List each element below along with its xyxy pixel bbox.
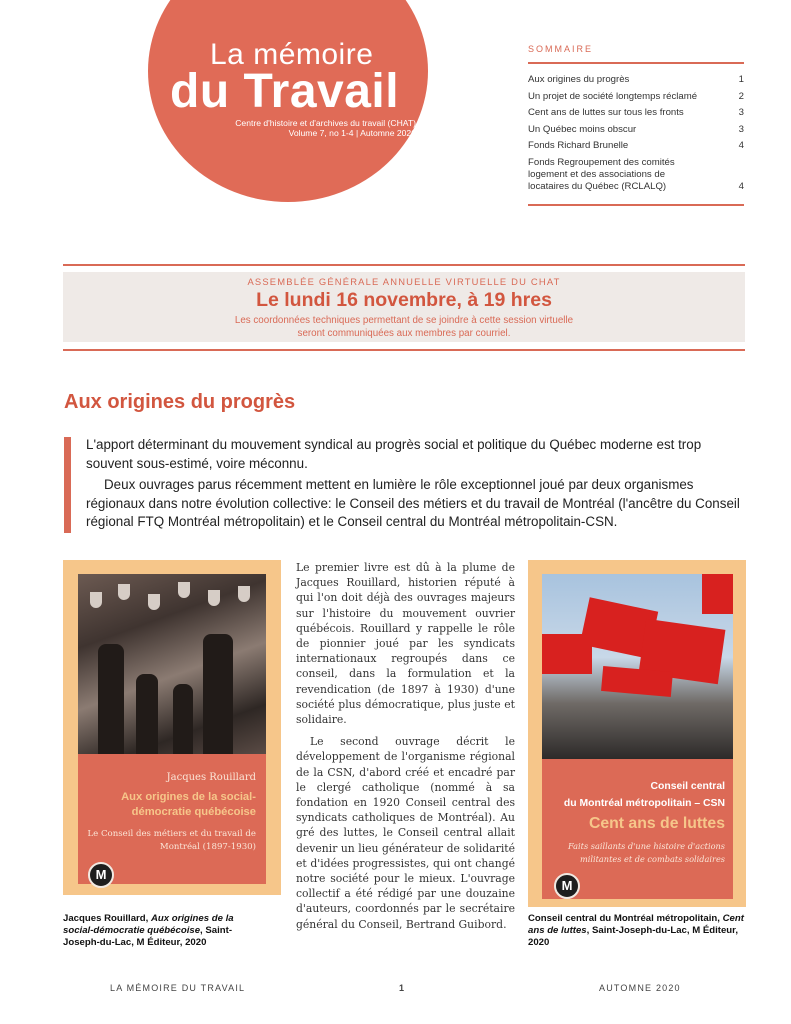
column-paragraph-2: Le second ouvrage décrit le développement de l'organisme régional de la CSN, d'abord créé et encadré par le clergé catholique (nommé à sa fondation en 1920 Conseil central des syndicats catholiques de Montréal). Au gré des luttes, le Conseil central allait devenir un lieu générateur de solidarité et d'idées progressistes, qui ont changé notre société pour le mieux. L'ouvrage collectif a été rédigé par une douzaine d'auteurs, coordonnés par le secrétaire général du Conseil, Bertrand Guibord.	[296, 735, 515, 931]
book-right-author-line2: du Montréal métropolitain – CSN	[563, 798, 725, 809]
sommaire-heading: SOMMAIRE	[528, 44, 594, 54]
sommaire-item-label: Fonds Richard Brunelle	[528, 140, 629, 151]
caption-author: Jacques Rouillard,	[63, 913, 151, 924]
masthead-title-line1: La mémoire	[210, 38, 374, 71]
sommaire-item-page: 4	[738, 180, 744, 192]
announcement-line1: Les coordonnées techniques permettant de se joindre à cette session virtuelle	[234, 315, 574, 326]
sommaire-item-label: Un Québec moins obscur	[528, 123, 637, 135]
sommaire-item-label: Un projet de société longtemps réclamé	[528, 90, 698, 102]
announcement-text	[63, 314, 745, 340]
article-title: Aux origines du progrès	[64, 391, 296, 413]
sommaire-top-rule	[528, 62, 744, 64]
announcement-heading: ASSEMBLÉE GÉNÉRALE ANNUELLE VIRTUELLE DU CHAT	[247, 276, 561, 287]
masthead-title-line2: du Travail	[170, 65, 400, 118]
book-left-title: Aux origines de la social-démocratie québécoise	[121, 791, 256, 818]
book-right-title: Cent ans de luttes	[588, 815, 725, 832]
sommaire-item-page: 3	[738, 107, 744, 118]
sommaire-item-page: 2	[738, 90, 744, 102]
footer-publication: LA MÉMOIRE DU TRAVAIL	[110, 983, 246, 993]
announcement-line2: seront communiquées aux membres par courriel.	[297, 328, 511, 339]
book-left-subtitle: Le Conseil des métiers et du travail de Montréal (1897-1930)	[87, 829, 256, 852]
sommaire-item[interactable]	[528, 124, 744, 136]
book-right-subtitle: Faits saillants d'une histoire d'actions militantes et de combats solidaires	[568, 841, 725, 864]
publisher-logo-icon: M	[88, 862, 114, 888]
article-column	[296, 560, 515, 939]
caption-publisher: , Saint-Joseph-du-Lac, M Éditeur, 2020	[528, 925, 739, 948]
lead-paragraph-1: L'apport déterminant du mouvement syndical au progrès social et politique du Québec moderne est trop souvent sous-estimé, voire méconnu.	[86, 437, 702, 471]
sommaire-bottom-rule	[528, 204, 744, 206]
caption-publisher: , Saint-Joseph-du-Lac, M Éditeur, 2020	[63, 925, 233, 948]
masthead-org: Centre d'histoire et d'archives du travail (CHAT)	[235, 118, 416, 128]
caption-title: Cent ans de luttes	[528, 913, 744, 936]
lead-accent-bar	[64, 437, 71, 533]
book-left-author: Jacques Rouillard	[166, 772, 256, 783]
sommaire-item[interactable]	[528, 107, 744, 119]
book-right-author-line1: Conseil central	[650, 781, 725, 792]
book-right-author	[542, 778, 725, 812]
protest-photo	[542, 574, 733, 759]
sommaire-item-label: Fonds Regroupement des comités logement et des associations de locataires du Québec (RCLALQ)	[528, 156, 675, 192]
masthead-subtitle	[196, 118, 416, 138]
sommaire-item[interactable]	[528, 157, 744, 193]
caption-title: Aux origines de la social-démocratie québécoise	[63, 913, 234, 936]
caption-author: Conseil central du Montréal métropolitain,	[528, 913, 723, 924]
article-lead	[86, 436, 746, 535]
sommaire-item[interactable]	[528, 140, 744, 152]
footer-page-number: 1	[399, 983, 406, 993]
factory-photo	[78, 574, 266, 754]
publisher-logo-icon: M	[554, 873, 580, 899]
announcement-bottom-rule	[63, 349, 745, 351]
sommaire-item-label: Cent ans de luttes sur tous les fronts	[528, 107, 684, 118]
sommaire-list	[528, 74, 744, 197]
column-paragraph-1: Le premier livre est dû à la plume de Jacques Rouillard, historien réputé à qui l'on doit déjà des ouvrages majeurs sur l'histoire du mouvement ouvrier québécois. Rouillard y rappelle le rôle de pionnier joué par les syndicats internationaux regroupés dans ce conseil, dans la formulation et la revendication (de 1897 à 1930) d'une société plus démocratique, plus juste et solidaire.	[296, 561, 515, 727]
sommaire-item-page: 1	[738, 74, 744, 85]
sommaire-item[interactable]	[528, 74, 744, 86]
announcement-top-rule	[63, 264, 745, 266]
sommaire-item-label: Aux origines du progrès	[528, 74, 630, 85]
footer-season: AUTOMNE 2020	[599, 983, 681, 993]
masthead-issue: Volume 7, no 1-4 | Automne 2020	[288, 128, 416, 138]
sommaire-item-page: 4	[738, 140, 744, 151]
announcement-title: Le lundi 16 novembre, à 19 hres	[256, 289, 552, 311]
sommaire-item-page: 3	[738, 123, 744, 135]
book-left-caption	[63, 913, 263, 949]
book-right-caption	[528, 913, 748, 949]
lead-paragraph-2: Deux ouvrages parus récemment mettent en lumière le rôle exceptionnel joué par deux organismes régionaux dans notre évolution collective: le Conseil des métiers et du travail de Montréal (l'ancêtre du Conseil régional FTQ Montréal métropolitain) et le Conseil central du Montréal métropolitain-CSN.	[86, 477, 740, 529]
sommaire-item[interactable]	[528, 91, 744, 103]
